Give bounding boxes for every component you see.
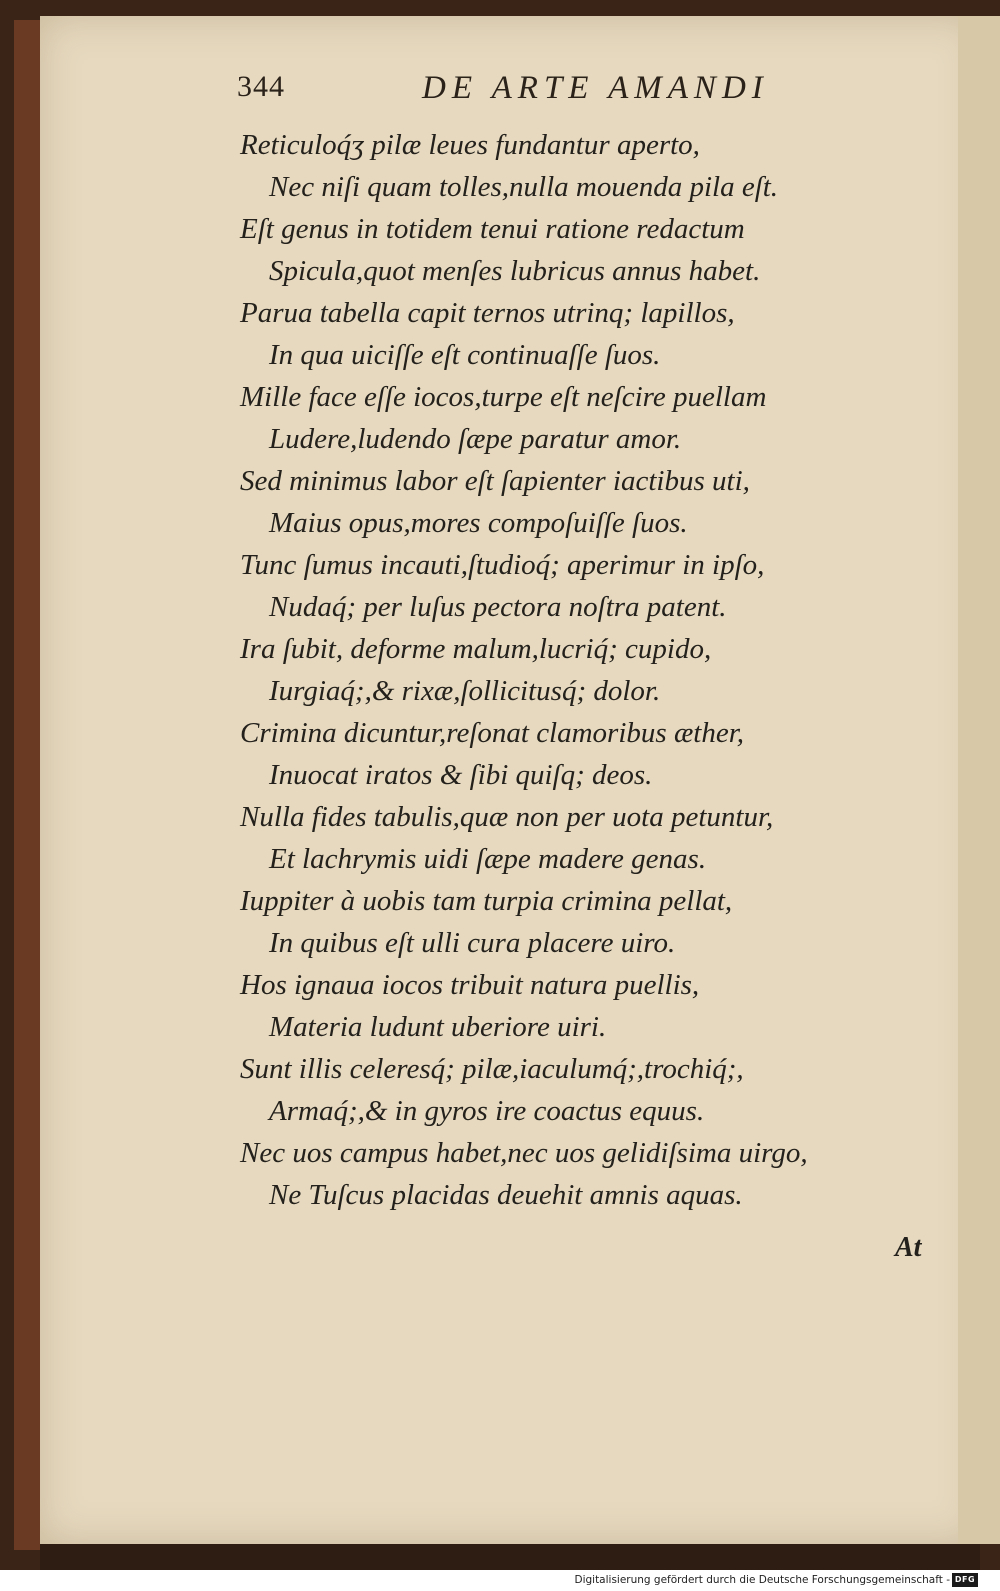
- page-bottom-edge: [40, 1544, 980, 1570]
- verse-line: Maius opus,mores compoſuiſſe ſuos.: [269, 507, 688, 539]
- page-header: [237, 70, 837, 114]
- dfg-logo: DFG: [952, 1573, 978, 1587]
- verse-line: Nudaq́; per luſus pectora noſtra patent.: [269, 591, 727, 623]
- verse-line: Sunt illis celeresq́; pilæ,iaculumq́;,trochiq́;,: [240, 1053, 744, 1085]
- page-number: 344: [237, 70, 285, 103]
- verse-line: Ira ſubit, deforme malum,lucriq́; cupido,: [240, 633, 712, 665]
- verse-line: Ludere,ludendo ſæpe paratur amor.: [269, 423, 682, 455]
- verse-line: Materia ludunt uberiore uiri.: [269, 1011, 607, 1043]
- verse-line: Mille face eſſe iocos,turpe eſt neſcire puellam: [240, 381, 767, 413]
- verse-line: In qua uiciſſe eſt continuaſſe ſuos.: [269, 339, 661, 371]
- verse-line: Parua tabella capit ternos utrinq; lapillos,: [240, 297, 735, 329]
- verse-line: Nec uos campus habet,nec uos gelidiſsima uirgo,: [240, 1137, 808, 1169]
- verse-line: Hos ignaua iocos tribuit natura puellis,: [240, 969, 700, 1001]
- catchword: At: [895, 1232, 922, 1263]
- verse-line: Et lachrymis uidi ſæpe madere genas.: [269, 843, 707, 875]
- footer-bar: [0, 1570, 1000, 1591]
- verse-line: Armaq́;,& in gyros ire coactus equus.: [269, 1095, 705, 1127]
- verse-line: Sed minimus labor eſt ſapienter iactibus uti,: [240, 465, 750, 497]
- running-title: DE ARTE AMANDI: [422, 70, 769, 106]
- verse-line: Iuppiter à uobis tam turpia crimina pellat,: [240, 885, 733, 917]
- verse-text-block: [240, 124, 880, 1216]
- verse-line: Eſt genus in totidem tenui ratione redactum: [240, 213, 745, 245]
- verse-line: In quibus eſt ulli cura placere uiro.: [269, 927, 676, 959]
- page-gutter-edge: [958, 16, 1000, 1544]
- footer-credit: Digitalisierung gefördert durch die Deutsche Forschungsgemeinschaft -: [574, 1574, 950, 1586]
- verse-line: Crimina dicuntur,reſonat clamoribus æther,: [240, 717, 745, 749]
- verse-line: Nulla fides tabulis,quæ non per uota petuntur,: [240, 801, 774, 833]
- verse-line: Reticuloq́ʒ pilæ leues fundantur aperto,: [240, 129, 700, 161]
- verse-line: Inuocat iratos & ſibi quiſq; deos.: [269, 759, 653, 791]
- verse-line: Tunc ſumus incauti,ſtudioq́; aperimur in ipſo,: [240, 549, 765, 581]
- book-cover-edge: [14, 20, 40, 1550]
- verse-line: Spicula,quot menſes lubricus annus habet.: [269, 255, 761, 287]
- verse-line: Iurgiaq́;,& rixæ,ſollicitusq́; dolor.: [269, 675, 661, 707]
- verse-line: Nec niſi quam tolles,nulla mouenda pila eſt.: [269, 171, 779, 203]
- verse-line: Ne Tuſcus placidas deuehit amnis aquas.: [269, 1179, 743, 1211]
